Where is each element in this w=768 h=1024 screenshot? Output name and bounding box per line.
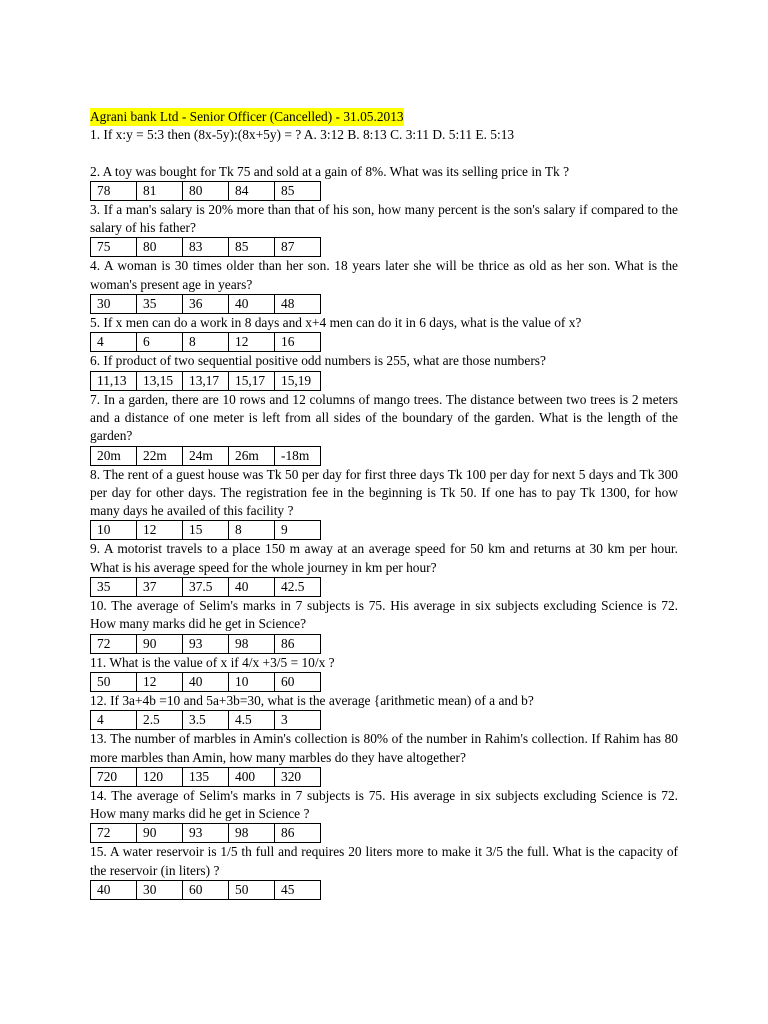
option-cell: 24m: [183, 446, 229, 465]
option-cell: 3.5: [183, 711, 229, 730]
question-11: 11. What is the value of x if 4/x +3/5 = 10/x ?: [90, 654, 335, 670]
options-table: [90, 880, 321, 900]
option-cell: 84: [229, 181, 275, 200]
question-8: 8. The rent of a guest house was Tk 50 per day for first three days Tk 100 per day for next 5 days and Tk 300 per day for other days. The registration fee in the beginning is Tk 50. If one has to pay Tk 1300, for how many days he availed of this facility ?: [90, 466, 678, 519]
options-table: [90, 577, 321, 597]
option-cell: 93: [183, 824, 229, 843]
option-cell: 3: [275, 711, 321, 730]
options-table: [90, 767, 321, 787]
option-cell: 12: [137, 521, 183, 540]
option-cell: 98: [229, 634, 275, 653]
option-cell: 11,13: [91, 371, 137, 390]
option-cell: 72: [91, 824, 137, 843]
option-cell: 120: [137, 767, 183, 786]
option-cell: 40: [183, 672, 229, 691]
option-cell: 42.5: [275, 578, 321, 597]
option-cell: 35: [91, 578, 137, 597]
option-cell: 48: [275, 295, 321, 314]
option-cell: 8: [229, 521, 275, 540]
option-cell: 80: [183, 181, 229, 200]
option-cell: 20m: [91, 446, 137, 465]
option-cell: 50: [91, 672, 137, 691]
question-5: 5. If x men can do a work in 8 days and x+4 men can do it in 6 days, what is the value of x?: [90, 315, 582, 331]
option-cell: 12: [229, 333, 275, 352]
option-cell: 36: [183, 295, 229, 314]
option-cell: 83: [183, 238, 229, 257]
option-cell: 40: [229, 295, 275, 314]
options-row: [91, 181, 321, 200]
options-table: [90, 332, 321, 352]
question-3: 3. If a man's salary is 20% more than that of his son, how many percent is the son's salary if compared to the salary of his father?: [90, 201, 678, 236]
options-table: [90, 710, 321, 730]
option-cell: 37.5: [183, 578, 229, 597]
question-7: 7. In a garden, there are 10 rows and 12 columns of mango trees. The distance between two trees is 2 meters and a distance of one meter is left from all sides of the boundary of the garden. What is the length of the garden?: [90, 391, 678, 444]
question-14: 14. The average of Selim's marks in 7 subjects is 75. His average in six subjects excluding Science is 72. How many marks did he get in Science ?: [90, 787, 678, 822]
option-cell: 135: [183, 767, 229, 786]
options-row: [91, 672, 321, 691]
options-table: [90, 823, 321, 843]
option-cell: 320: [275, 767, 321, 786]
option-cell: 78: [91, 181, 137, 200]
option-cell: 10: [229, 672, 275, 691]
option-cell: 60: [275, 672, 321, 691]
question-4: 4. A woman is 30 times older than her son. 18 years later she will be thrice as old as her son. What is the woman's present age in years?: [90, 258, 678, 292]
option-cell: 12: [137, 672, 183, 691]
options-row: [91, 333, 321, 352]
option-cell: 26m: [229, 446, 275, 465]
options-table: [90, 634, 321, 654]
option-cell: 4.5: [229, 711, 275, 730]
option-cell: 720: [91, 767, 137, 786]
option-cell: 75: [91, 238, 137, 257]
option-cell: 86: [275, 634, 321, 653]
option-cell: 4: [91, 711, 137, 730]
option-cell: 400: [229, 767, 275, 786]
options-table: [90, 181, 321, 201]
options-row: [91, 238, 321, 257]
question-1: 1. If x:y = 5:3 then (8x-5y):(8x+5y) = ? A. 3:12 B. 8:13 C. 3:11 D. 5:11 E. 5:13: [90, 127, 515, 143]
options-row: [91, 371, 321, 390]
options-table: [90, 371, 321, 391]
option-cell: 13,17: [183, 371, 229, 390]
options-table: [90, 237, 321, 257]
option-cell: 90: [137, 634, 183, 653]
option-cell: 4: [91, 333, 137, 352]
options-table: [90, 520, 321, 540]
option-cell: 93: [183, 634, 229, 653]
option-cell: 60: [183, 881, 229, 900]
option-cell: 85: [229, 238, 275, 257]
options-row: [91, 521, 321, 540]
option-cell: 90: [137, 824, 183, 843]
options-row: [91, 578, 321, 597]
options-row: [91, 446, 321, 465]
options-row: [91, 824, 321, 843]
options-table: [90, 294, 321, 314]
options-table: [90, 672, 321, 692]
option-cell: 30: [137, 881, 183, 900]
option-cell: 6: [137, 333, 183, 352]
option-cell: 50: [229, 881, 275, 900]
option-cell: 15,19: [275, 371, 321, 390]
option-cell: 22m: [137, 446, 183, 465]
option-cell: 81: [137, 181, 183, 200]
options-table: [90, 446, 321, 466]
option-cell: 98: [229, 824, 275, 843]
option-cell: 40: [229, 578, 275, 597]
option-cell: 37: [137, 578, 183, 597]
option-cell: -18m: [275, 446, 321, 465]
option-cell: 15: [183, 521, 229, 540]
option-cell: 35: [137, 295, 183, 314]
question-6: 6. If product of two sequential positive odd numbers is 255, what are those numbers?: [90, 353, 546, 369]
options-row: [91, 767, 321, 786]
option-cell: 13,15: [137, 371, 183, 390]
option-cell: 45: [275, 881, 321, 900]
question-10: 10. The average of Selim's marks in 7 subjects is 75. His average in six subjects excluding Science is 72. How many marks did he get in Science?: [90, 598, 678, 632]
option-cell: 87: [275, 238, 321, 257]
option-cell: 30: [91, 295, 137, 314]
options-row: [91, 634, 321, 653]
question-2: 2. A toy was bought for Tk 75 and sold at a gain of 8%. What was its selling price in Tk ?: [90, 163, 570, 179]
option-cell: 2.5: [137, 711, 183, 730]
document-page: [90, 108, 678, 900]
option-cell: 40: [91, 881, 137, 900]
options-row: [91, 881, 321, 900]
option-cell: 85: [275, 181, 321, 200]
question-list: [90, 163, 678, 900]
question-13: 13. The number of marbles in Amin's collection is 80% of the number in Rahim's collection. If Rahim has 80 more marbles than Amin, how many marbles do they have altogether?: [90, 731, 678, 765]
question-15: 15. A water reservoir is 1/5 th full and requires 20 liters more to make it 3/5 the full. What is the capacity of the reservoir (in liters) ?: [90, 844, 678, 878]
question-12: 12. If 3a+4b =10 and 5a+3b=30, what is the average {arithmetic mean) of a and b?: [90, 692, 534, 708]
option-cell: 16: [275, 333, 321, 352]
question-9: 9. A motorist travels to a place 150 m away at an average speed for 50 km and returns at 30 km per hour. What is his average speed for the whole journey in km per hour?: [90, 541, 678, 575]
option-cell: 8: [183, 333, 229, 352]
option-cell: 10: [91, 521, 137, 540]
document-title: Agrani bank Ltd - Senior Officer (Cancelled) - 31.05.2013: [90, 109, 404, 124]
options-row: [91, 295, 321, 314]
options-row: [91, 711, 321, 730]
option-cell: 72: [91, 634, 137, 653]
option-cell: 9: [275, 521, 321, 540]
option-cell: 15,17: [229, 371, 275, 390]
option-cell: 86: [275, 824, 321, 843]
option-cell: 80: [137, 238, 183, 257]
